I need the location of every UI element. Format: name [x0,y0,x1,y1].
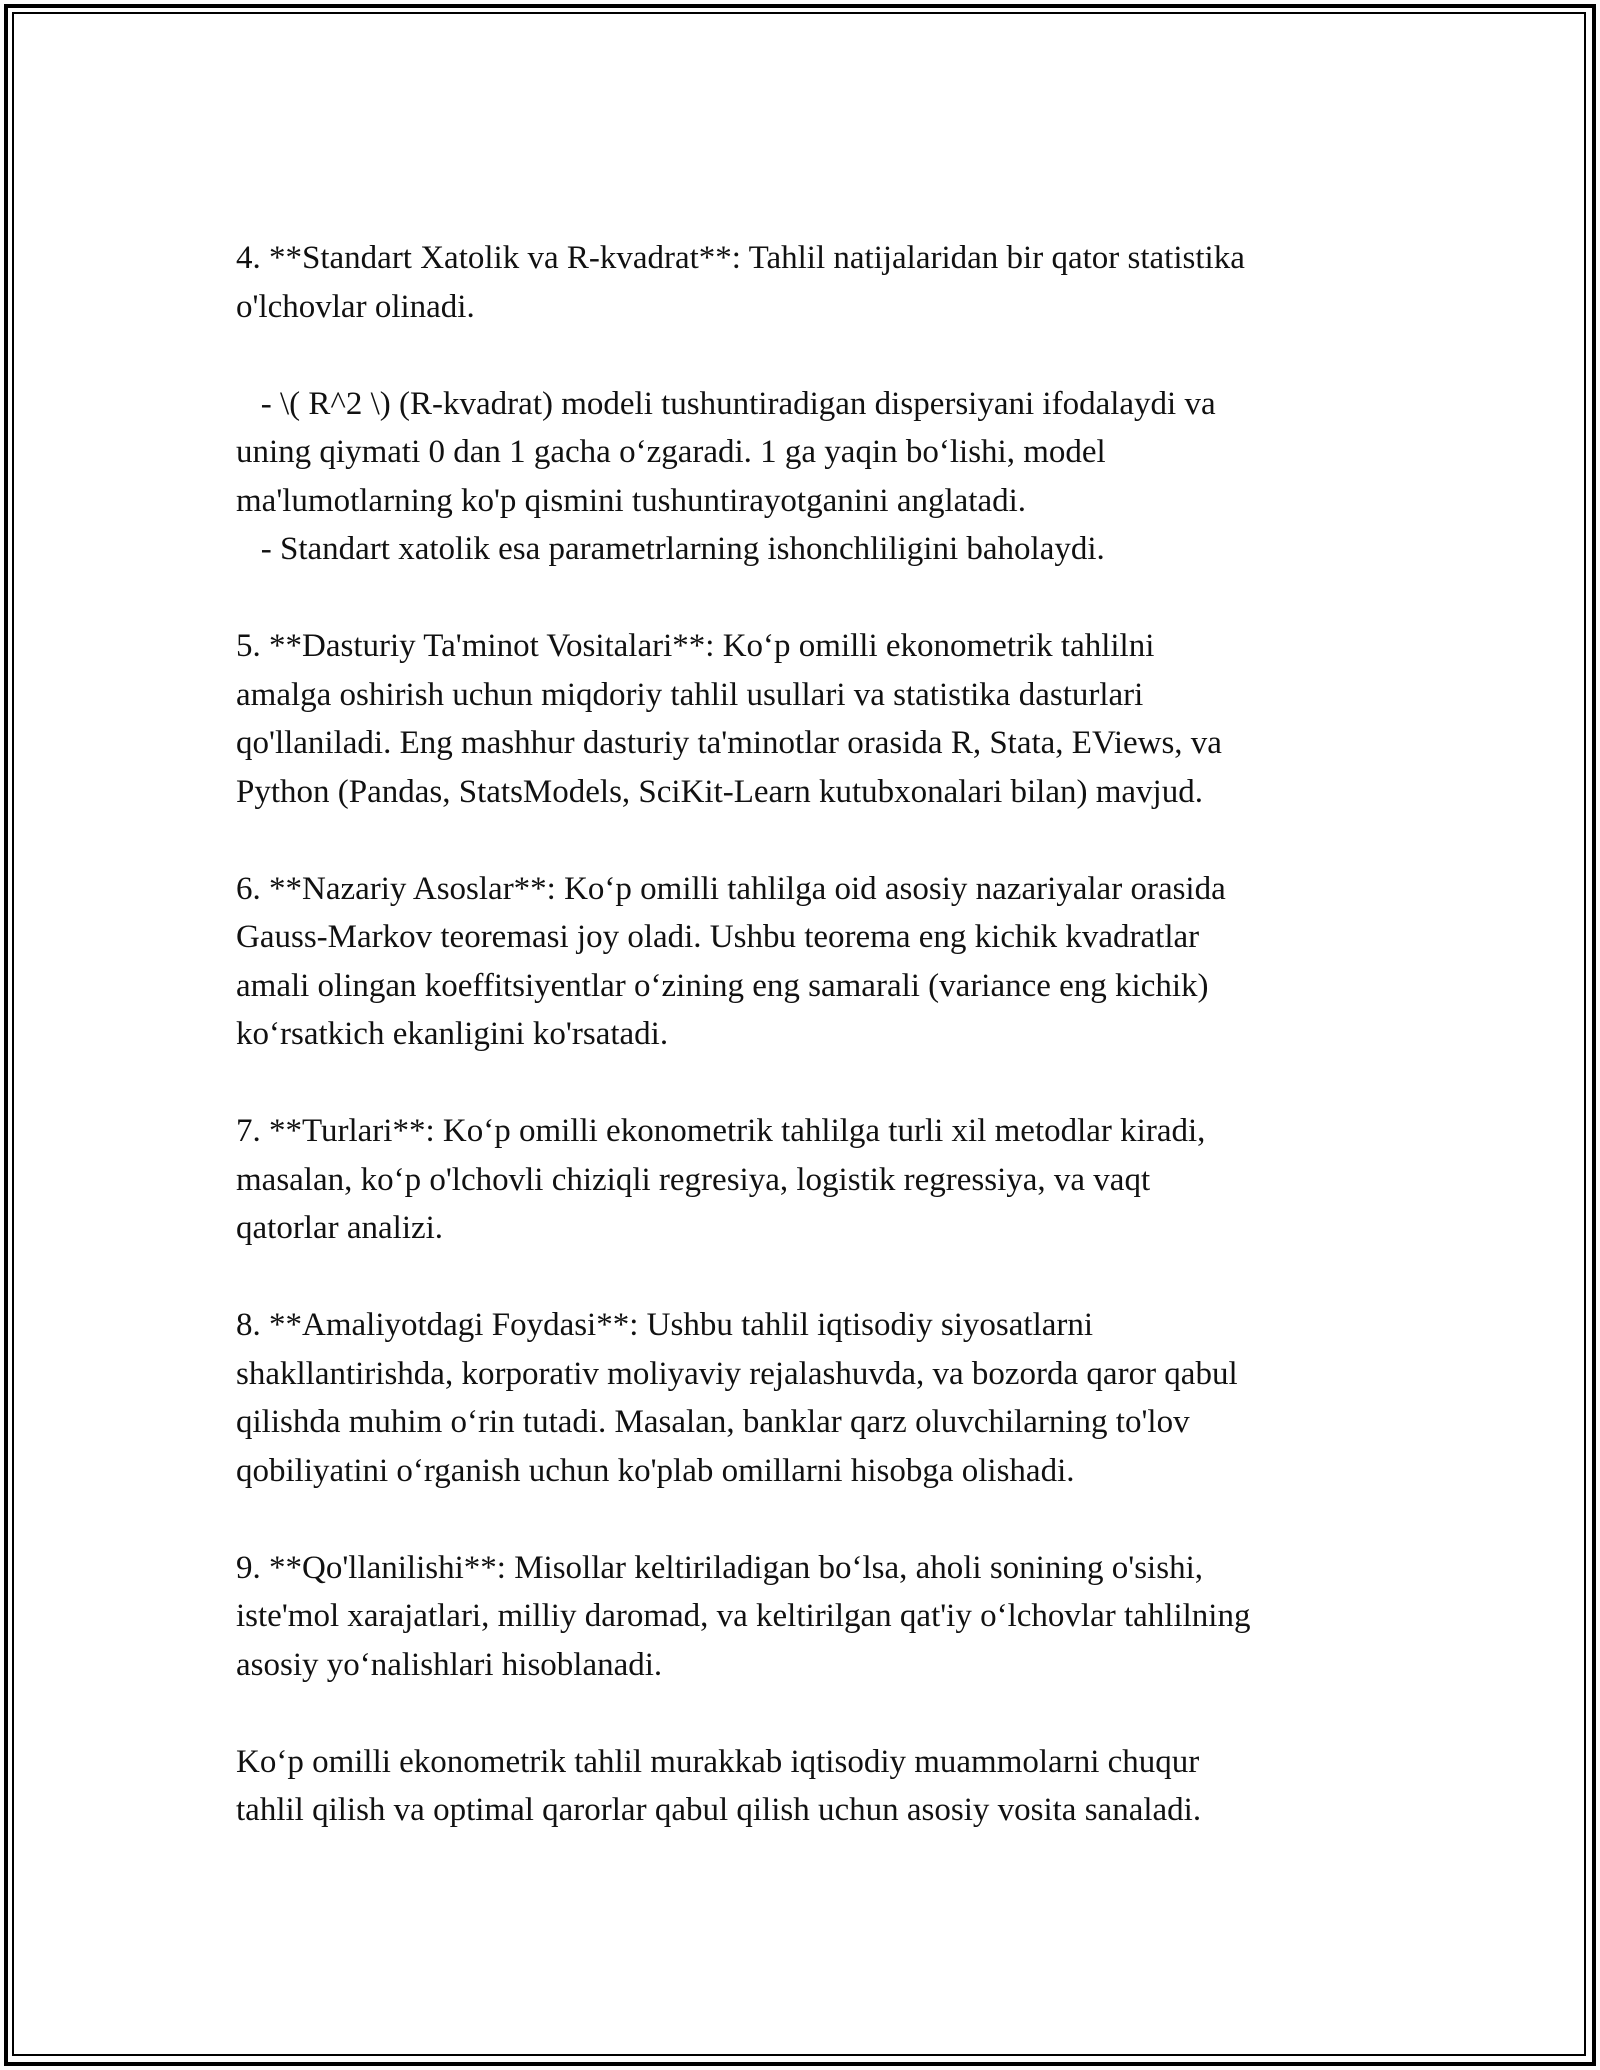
text-line: 9. **Qo'llanilishi**: Misollar keltiriladigan bo‘lsa, aholi sonining o'sishi, [236,1549,1203,1586]
text-line: iste'mol xarajatlari, milliy daromad, va keltirilgan qat'iy o‘lchovlar tahlilning [236,1598,1251,1634]
text-line: qatorlar analizi. [236,1210,444,1246]
paragraph-nazariy-asoslar [236,865,1366,1059]
document-body [236,234,1366,1835]
text-line: amali olingan koeffitsiyentlar o‘zining eng samarali (variance eng kichik) [236,967,1209,1004]
text-line: Gauss-Markov teoremasi joy oladi. Ushbu teorema eng kichik kvadratlar [236,919,1200,955]
text-line: o'lchovlar olinadi. [236,288,475,325]
text-line: 8. **Amaliyotdagi Foydasi**: Ushbu tahlil iqtisodiy siyosatlarni [236,1307,1094,1343]
text-line: 7. **Turlari**: Ko‘p omilli ekonometrik tahlilga turli xil metodlar kiradi, [236,1113,1206,1149]
paragraph-gap [236,331,1366,380]
paragraph-gap [236,816,1366,865]
text-line: qo'llaniladi. Eng mashhur dasturiy ta'minotlar orasida R, Stata, EViews, va [236,725,1222,761]
paragraph-gap [236,1689,1366,1738]
text-line: 6. **Nazariy Asoslar**: Ko‘p omilli tahlilga oid asosiy nazariyalar orasida [236,870,1226,907]
text-line: qobiliyatini o‘rganish uchun ko'plab omillarni hisobga olishadi. [236,1452,1075,1489]
paragraph-gap [236,1495,1366,1544]
paragraph-amaliyotdagi-foydasi [236,1301,1366,1495]
text-line: shakllantirishda, korporativ moliyaviy rejalashuvda, va bozorda qaror qabul [236,1355,1238,1392]
text-line: ma'lumotlarning ko'p qismini tushuntirayotganini anglatadi. [236,482,1027,519]
paragraph-turlari [236,1107,1366,1253]
paragraph-r-kvadrat-list [236,380,1366,574]
paragraph-qollanilishi [236,1544,1366,1690]
paragraph-standart-xatolik [236,234,1366,331]
text-line: 5. **Dasturiy Ta'minot Vositalari**: Ko‘p omilli ekonometrik tahlilni [236,628,1155,664]
paragraph-gap [236,1253,1366,1302]
text-line: Python (Pandas, StatsModels, SciKit-Learn kutubxonalari bilan) mavjud. [236,773,1203,810]
text-line: masalan, ko‘p o'lchovli chiziqli regresiya, logistik regressiya, va vaqt [236,1161,1151,1198]
text-line: qilishda muhim o‘rin tutadi. Masalan, banklar qarz oluvchilarning to'lov [236,1404,1190,1440]
text-line: asosiy yo‘nalishlari hisoblanadi. [236,1646,663,1683]
list-item-line: - \( R^2 \) (R-kvadrat) modeli tushuntiradigan dispersiyani ifodalaydi va [236,385,1216,422]
text-line: uning qiymati 0 dan 1 gacha o‘zgaradi. 1 ga yaqin bo‘lishi, model [236,434,1106,470]
paragraph-conclusion [236,1738,1366,1835]
paragraph-dasturiy-taminot [236,622,1366,816]
paragraph-gap [236,574,1366,623]
text-line: Ko‘p omilli ekonometrik tahlil murakkab iqtisodiy muammolarni chuqur [236,1743,1200,1780]
text-line: tahlil qilish va optimal qarorlar qabul qilish uchun asosiy vosita sanaladi. [236,1792,1202,1828]
text-line: amalga oshirish uchun miqdoriy tahlil usullari va statistika dasturlari [236,676,1144,713]
list-item-line: - Standart xatolik esa parametrlarning ishonchliligini baholaydi. [236,531,1105,567]
text-line: ko‘rsatkich ekanligini ko'rsatadi. [236,1016,669,1052]
paragraph-gap [236,1059,1366,1108]
text-line: 4. **Standart Xatolik va R-kvadrat**: Tahlil natijalaridan bir qator statistika [236,240,1245,276]
